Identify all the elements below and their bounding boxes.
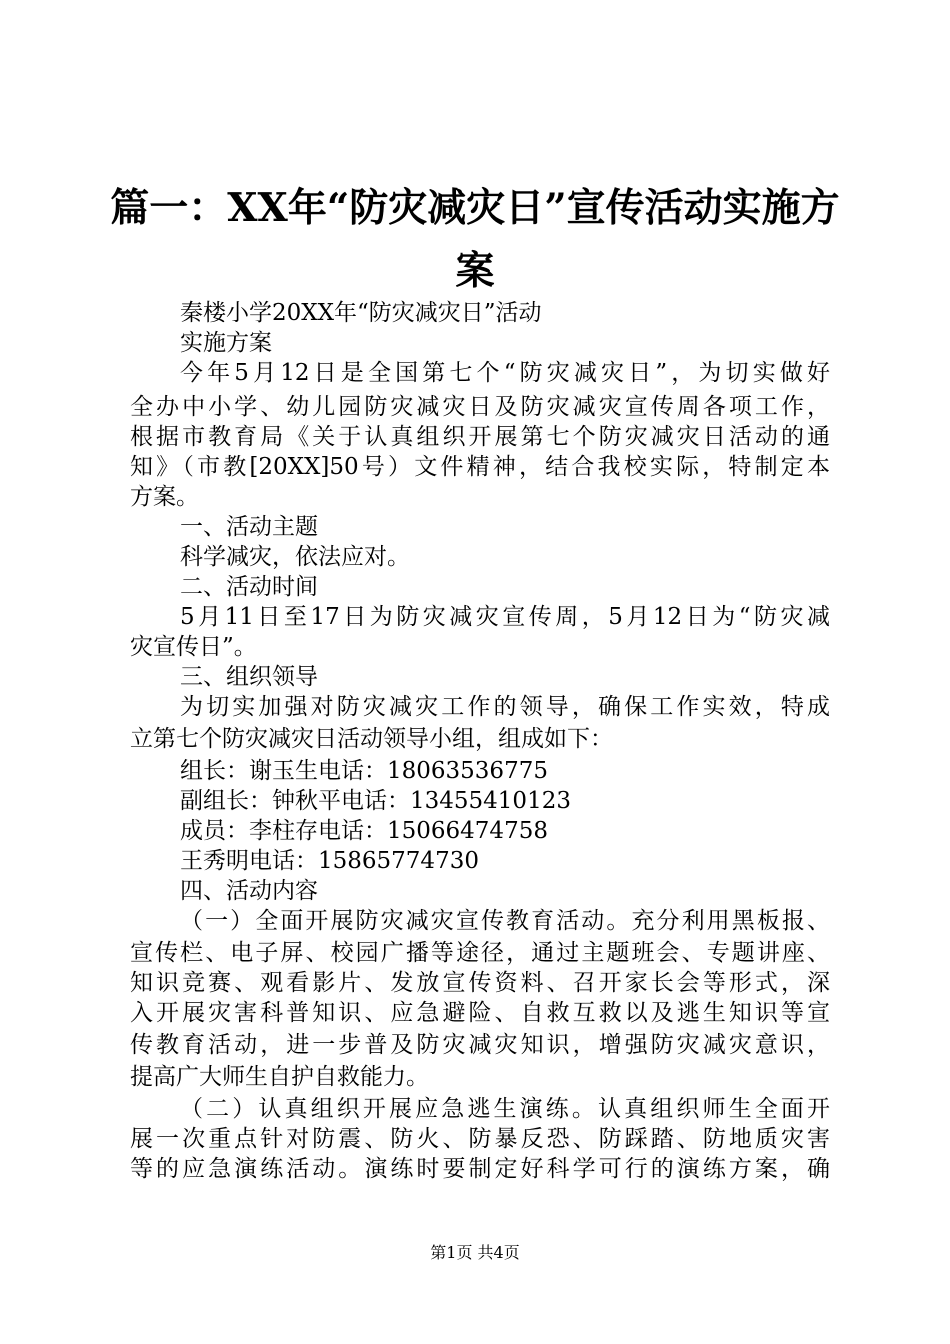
body-line-content-1: （一）全面开展防灾减灾宣传教育活动。充分利用黑板报、 (180, 908, 830, 934)
body-line-leadership-2: 立第七个防灾减灾日活动领导小组，组成如下： (130, 726, 613, 752)
body-line-intro-5: 方案。 (130, 484, 199, 510)
body-line-theme: 科学减灾，依法应对。 (180, 544, 410, 570)
body-line-content-2: 宣传栏、电子屏、校园广播等途径，通过主题班会、专题讲座、 (130, 940, 830, 966)
body-line-deputy-leader: 副组长：钟秋平电话：13455410123 (180, 788, 571, 814)
body-line-intro-2: 全办中小学、幼儿园防灾减灾日及防灾减灾宣传周各项工作， (130, 394, 830, 420)
document-title-line-1: 篇一：XX年“防灾减灾日”宣传活动实施方 (110, 185, 840, 231)
body-line-member-2: 王秀明电话：15865774730 (180, 848, 479, 874)
body-line-time-2: 灾宣传日”。 (130, 634, 257, 660)
page-footer (0, 1242, 950, 1264)
section-heading-time: 二、活动时间 (180, 574, 318, 600)
document-title-line-2: 案 (455, 248, 495, 294)
body-line-content-3: 知识竞赛、观看影片、发放宣传资料、召开家长会等形式，深 (130, 970, 830, 996)
body-line-drill-2: 展一次重点针对防震、防火、防暴反恐、防踩踏、防地质灾害 (130, 1126, 830, 1152)
body-line-intro-4: 知》（市教[20XX]50号）文件精神，结合我校实际，特制定本 (130, 454, 830, 480)
body-line-leadership-1: 为切实加强对防灾减灾工作的领导，确保工作实效，特成 (180, 694, 830, 720)
body-line-intro-1: 今年5月12日是全国第七个“防灾减灾日”，为切实做好 (180, 360, 830, 386)
section-heading-theme: 一、活动主题 (180, 514, 318, 540)
body-line-leader: 组长：谢玉生电话：18063536775 (180, 758, 548, 784)
section-heading-content: 四、活动内容 (180, 878, 318, 904)
body-line-drill-3: 等的应急演练活动。演练时要制定好科学可行的演练方案，确 (130, 1156, 830, 1182)
body-line-intro-3: 根据市教育局《关于认真组织开展第七个防灾减灾日活动的通 (130, 424, 830, 450)
body-line-drill-1: （二）认真组织开展应急逃生演练。认真组织师生全面开 (180, 1096, 830, 1122)
body-line-time-1: 5月11日至17日为防灾减灾宣传周，5月12日为“防灾减 (180, 604, 830, 630)
page-number-label: 第1页 共4页 (430, 1243, 520, 1262)
section-heading-leadership: 三、组织领导 (180, 664, 318, 690)
body-line-plan-title: 实施方案 (180, 330, 272, 356)
body-line-content-4: 入开展灾害科普知识、应急避险、自救互救以及逃生知识等宣 (130, 1000, 830, 1026)
body-line-content-5: 传教育活动，进一步普及防灾减灾知识，增强防灾减灾意识， (130, 1032, 830, 1058)
body-line-school-title: 秦楼小学20XX年“防灾减灾日”活动 (180, 300, 542, 326)
body-line-content-6: 提高广大师生自护自救能力。 (130, 1064, 429, 1090)
body-line-member-1: 成员：李柱存电话：15066474758 (180, 818, 548, 844)
